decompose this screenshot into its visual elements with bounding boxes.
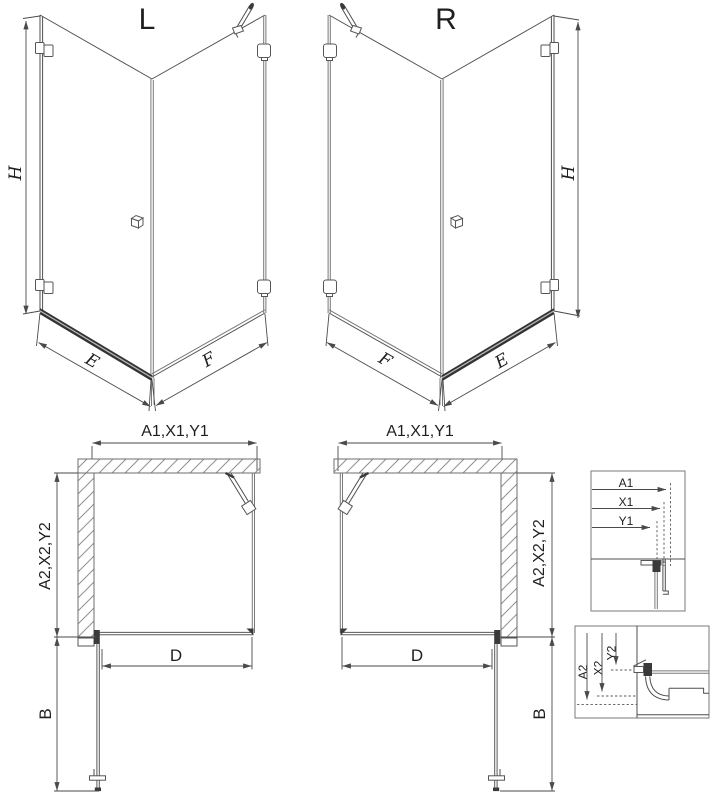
detail-box-threshold-profile (575, 626, 709, 718)
wall-bracket-bottom-left (258, 280, 271, 297)
door-handle-icon-left (132, 216, 144, 229)
side-panel-glass-right (328, 15, 442, 377)
threshold-rail-right (442, 309, 554, 380)
wall-bracket-top-left (258, 44, 271, 61)
height-dim-label-right: H (559, 165, 579, 181)
hinge-top-icon-left (36, 43, 54, 57)
swing-dim-label-left-plan: B (36, 708, 55, 720)
detail-a1-label: A1 (618, 476, 634, 490)
door-closed-line-left-plan (97, 632, 253, 634)
support-brace-left-plan (226, 473, 256, 515)
wall-hatch-side-left-plan (78, 473, 94, 638)
side-dim-label-right-plan: A2,X2,Y2 (531, 519, 548, 587)
shower-3d-view-right (324, 2, 581, 411)
detail-y2-label: Y2 (604, 645, 619, 661)
hinge-bottom-icon-right (541, 280, 559, 294)
door-open-line-left-plan (90, 643, 106, 791)
plan-view-right (334, 423, 555, 791)
detail-y1-label: Y1 (618, 514, 634, 528)
side-panel-line-left-plan (252, 473, 254, 633)
door-handle-icon-right (451, 216, 463, 229)
hinge-top-icon-right (541, 43, 559, 57)
support-brace-left (233, 2, 256, 37)
top-dim-label-right-plan: A1,X1,Y1 (386, 423, 454, 440)
detail-x2-label: X2 (591, 660, 606, 676)
wall-end-cap-left-plan (78, 638, 94, 646)
top-dim-label-left-plan: A1,X1,Y1 (141, 423, 209, 440)
open-door-handle-left-plan (90, 776, 106, 780)
detail-x1-label: X1 (618, 495, 634, 509)
wall-hatch-top-left-plan (78, 459, 260, 473)
side-dim-label-left-plan: A2,X2,Y2 (37, 522, 54, 590)
door-closed-line-right-plan (341, 632, 497, 634)
height-dim-label-left: H (6, 165, 26, 181)
door-dim-label-right-plan: D (410, 646, 424, 665)
panel-width-label-left: F (198, 348, 220, 372)
detail-a2-label: A2 (576, 664, 590, 680)
side-panel-line-right-plan (340, 473, 342, 633)
threshold-rail-left (40, 309, 152, 380)
door-width-label-left: E (81, 349, 103, 374)
panel-width-label-right: F (374, 348, 396, 372)
door-open-line-right-plan (489, 643, 505, 791)
door-width-label-right: E (491, 349, 513, 374)
detail-box-wall-profile (591, 471, 685, 611)
swing-dim-label-right-plan: B (530, 708, 549, 720)
wall-bracket-bottom-right (324, 280, 337, 297)
wall-bracket-top-right (324, 44, 337, 61)
wall-hatch-side-right-plan (501, 473, 517, 638)
hinge-bottom-icon-left (36, 280, 54, 294)
side-panel-glass-left (152, 15, 266, 377)
door-dim-label-left-plan: D (169, 646, 183, 665)
variant-label-left: L (138, 3, 156, 36)
f-dimension-line-left (156, 343, 267, 406)
wall-end-cap-right-plan (501, 638, 517, 646)
variant-label-right: R (435, 3, 457, 36)
wall-hatch-top-right-plan (334, 459, 517, 473)
support-brace-right (339, 2, 362, 37)
open-door-handle-right-plan (489, 776, 505, 780)
shower-3d-view-left (6, 2, 271, 411)
plan-view-left (36, 423, 260, 791)
